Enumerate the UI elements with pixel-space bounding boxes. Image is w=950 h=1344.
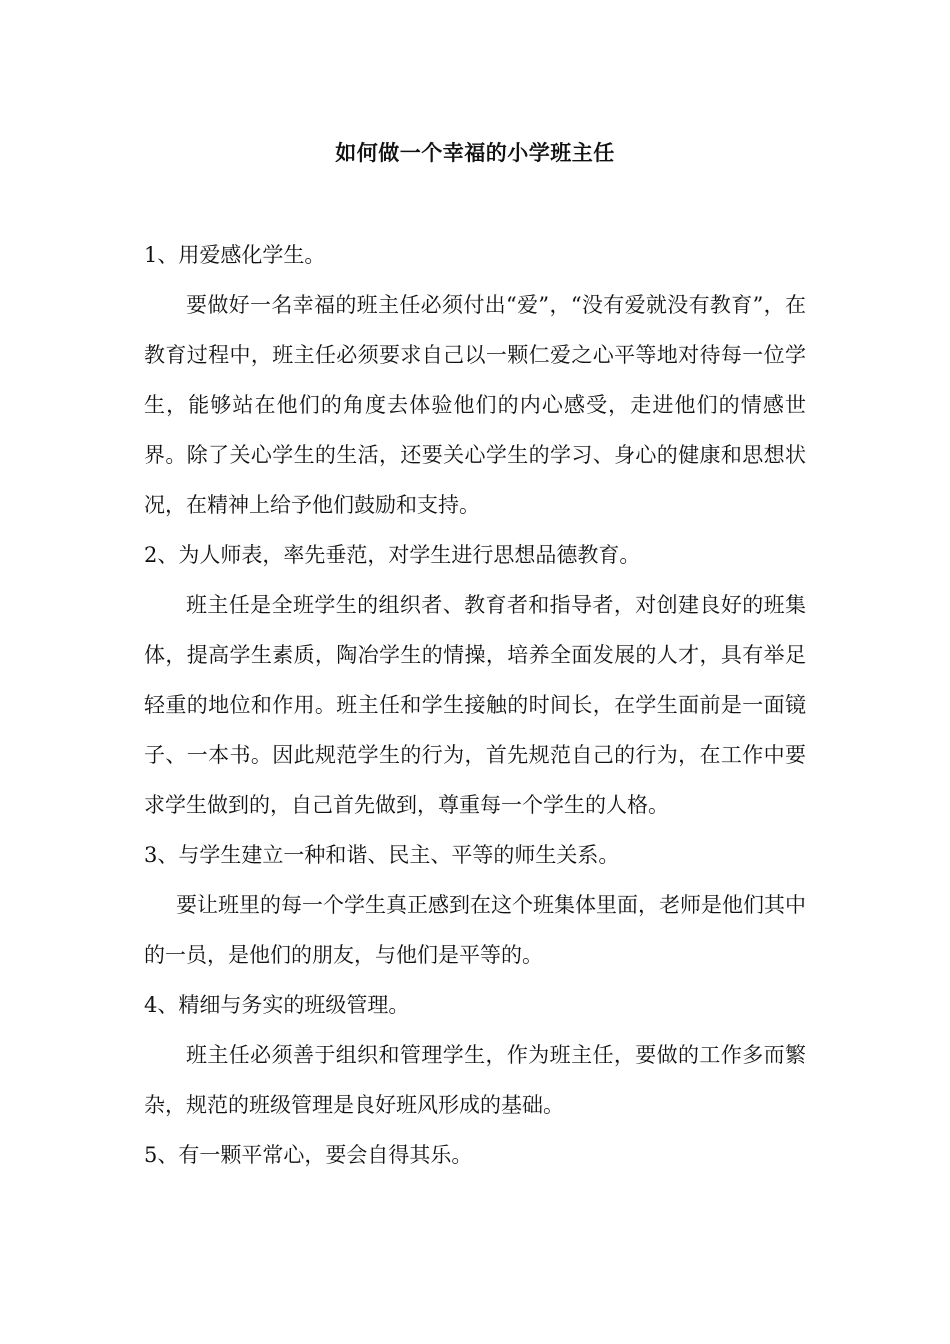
- section-body-3: 要让班里的每一个学生真正感到在这个班集体里面，老师是他们其中的一员，是他们的朋友，与他们是平等的。: [144, 893, 806, 967]
- section-body-1: 要做好一名幸福的班主任必须付出“爱”，“没有爱就没有教育”，在教育过程中，班主任必须要求自己以一颗仁爱之心平等地对待每一位学生，能够站在他们的角度去体验他们的内心感受，走进他们的情感世界。除了关心学生的生活，还要关心学生的学习、身心的健康和思想状况，在精神上给予他们鼓励和支持。: [144, 293, 806, 517]
- section-heading-2: 2、为人师表，率先垂范，对学生进行思想品德教育。: [144, 543, 641, 567]
- section-heading-5: 5、有一颗平常心，要会自得其乐。: [144, 1143, 473, 1167]
- section-body-2: 班主任是全班学生的组织者、教育者和指导者，对创建良好的班集体，提高学生素质，陶冶学生的情操，培养全面发展的人才，具有举足轻重的地位和作用。班主任和学生接触的时间长，在学生面前是一面镜子、一本书。因此规范学生的行为，首先规范自己的行为，在工作中要求学生做到的，自己首先做到，尊重每一个学生的人格。: [144, 593, 806, 817]
- document-title: 如何做一个幸福的小学班主任: [335, 141, 615, 165]
- document-body: [144, 230, 806, 1180]
- section-heading-4: 4、精细与务实的班级管理。: [144, 993, 410, 1017]
- section-heading-1: 1、用爱感化学生。: [144, 243, 326, 267]
- section-body-4: 班主任必须善于组织和管理学生，作为班主任，要做的工作多而繁杂，规范的班级管理是良好班风形成的基础。: [144, 1043, 806, 1117]
- section-heading-3: 3、与学生建立一种和谐、民主、平等的师生关系。: [144, 843, 620, 867]
